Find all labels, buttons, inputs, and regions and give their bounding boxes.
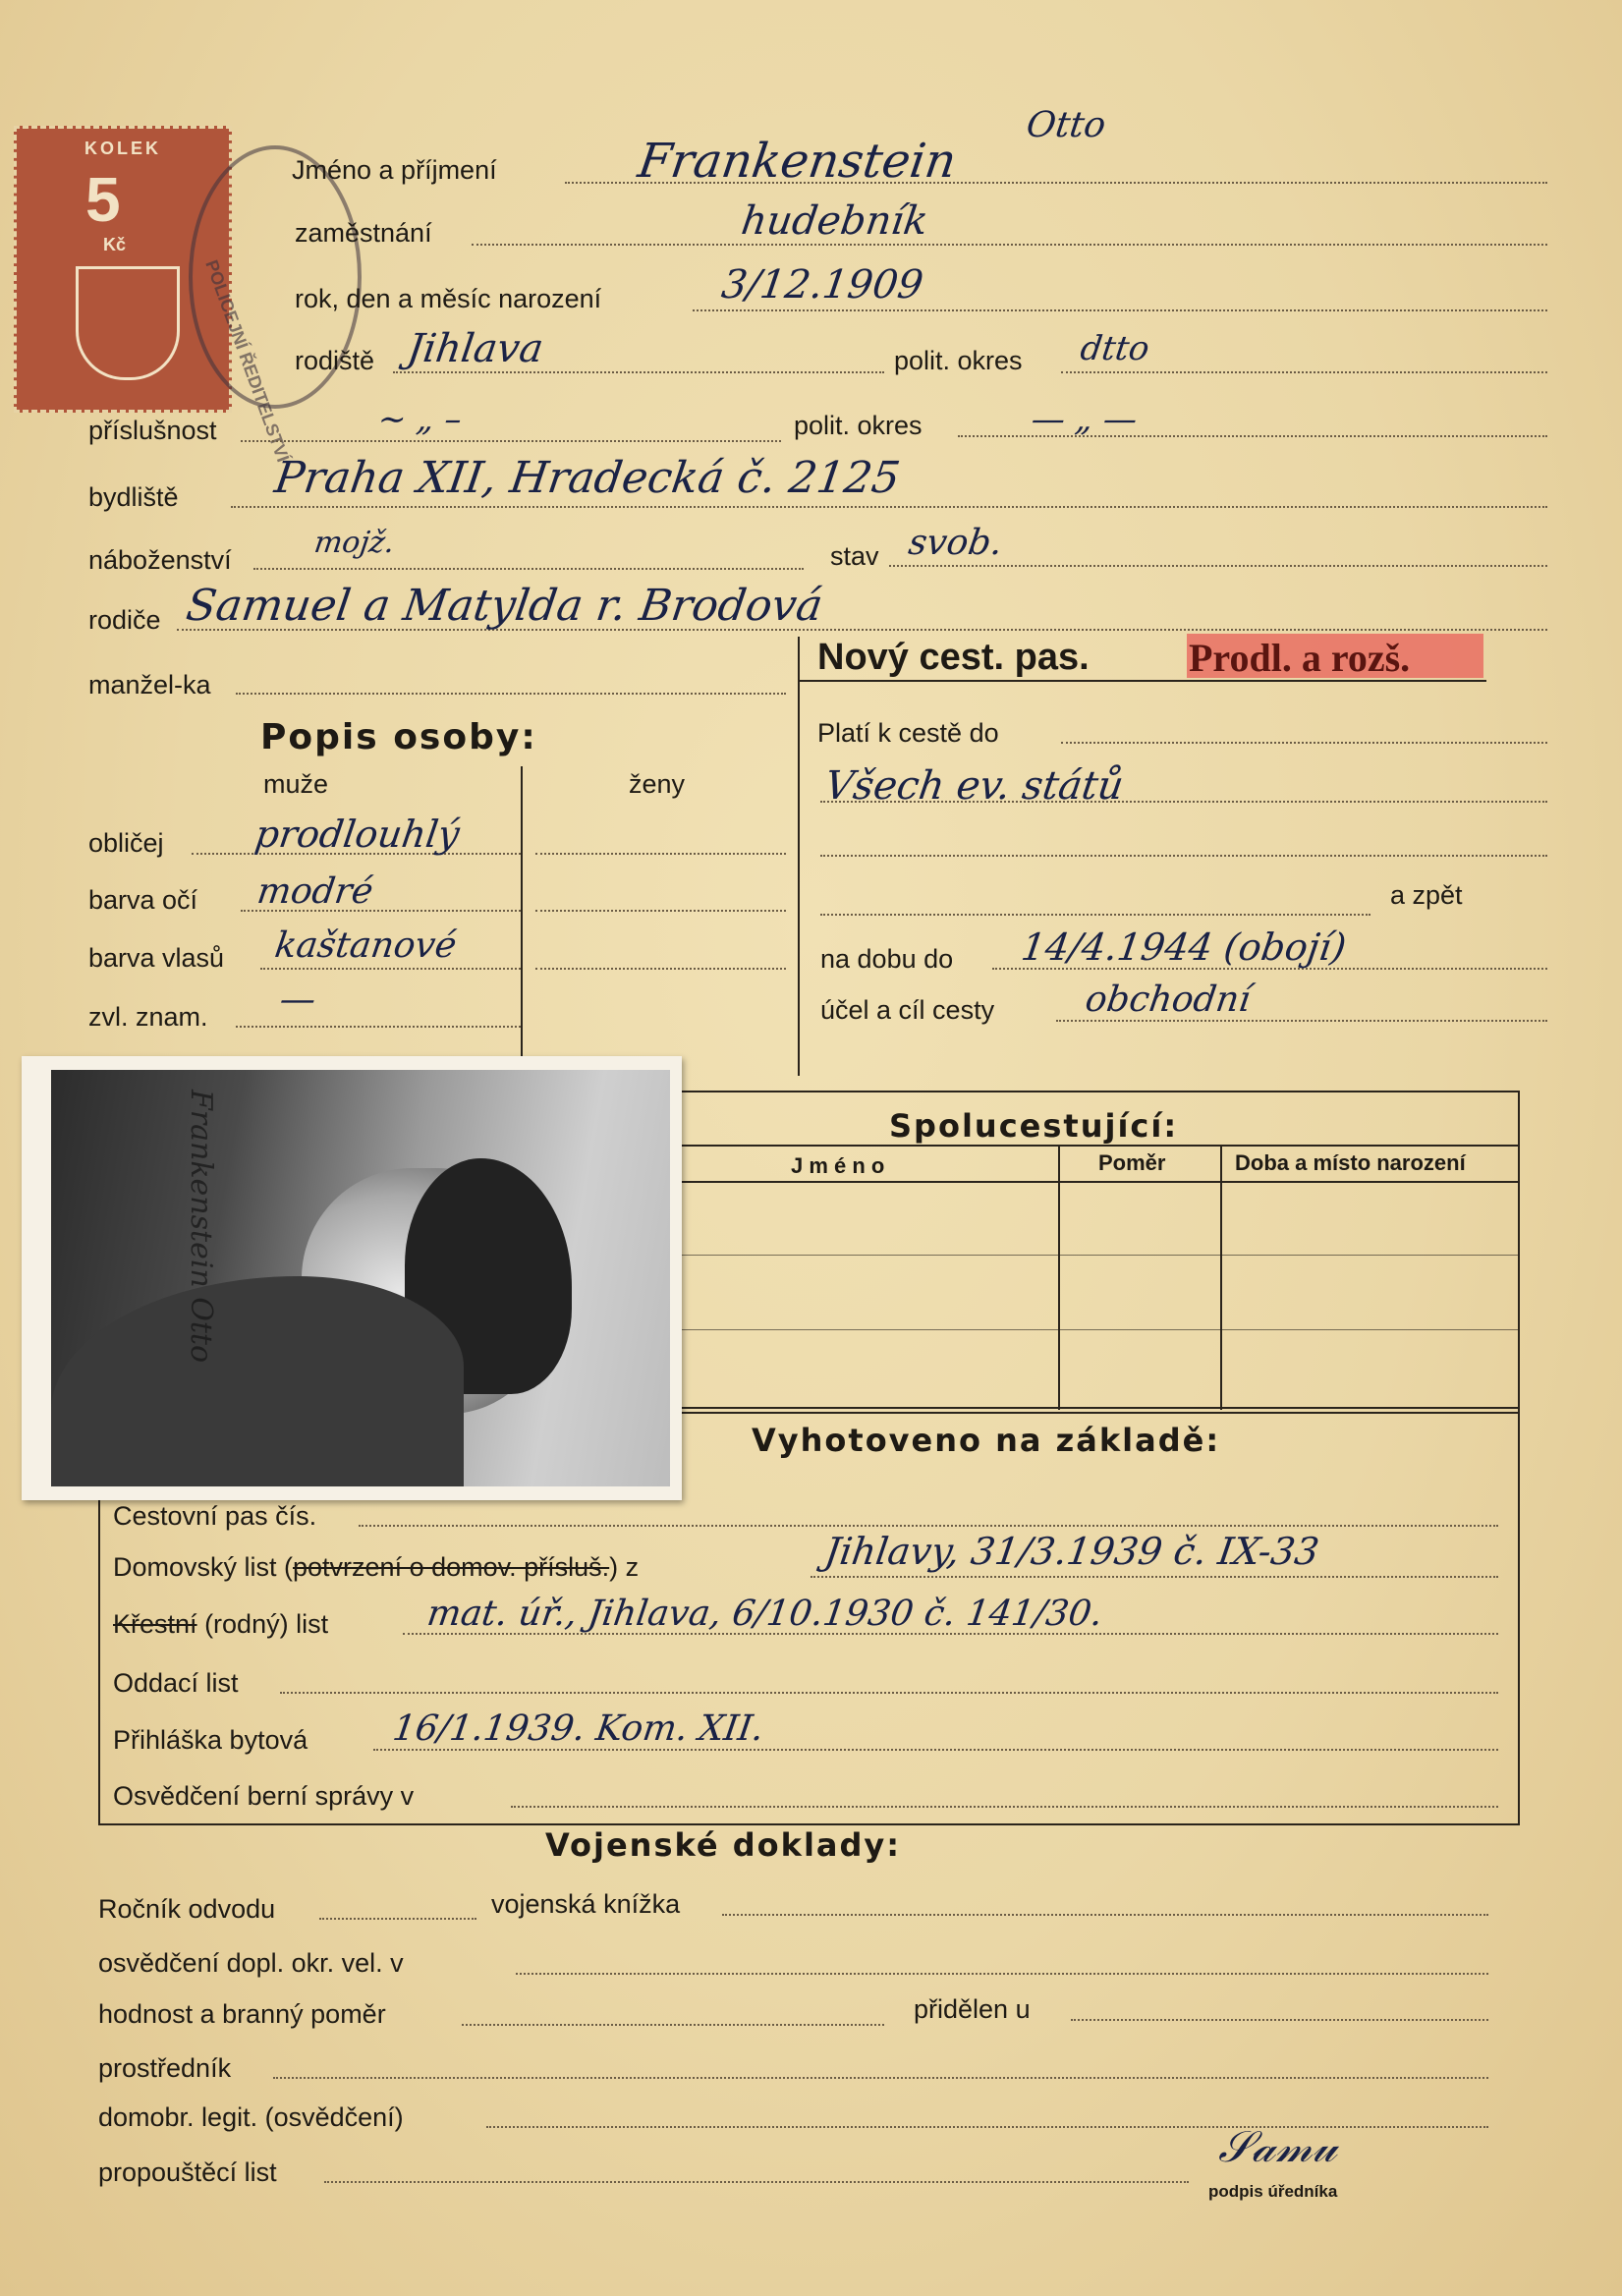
residence-value: Praha XII, Hradecká č. 2125 [271, 453, 904, 503]
companions-col-name: J m é n o [791, 1153, 885, 1178]
companions-header-top [634, 1145, 1518, 1147]
purpose-value: obchodní [1083, 980, 1254, 1020]
eyes-label: barva očí [88, 885, 198, 915]
occupation-value: hudebník [738, 198, 931, 244]
eyes-value: modré [254, 871, 376, 912]
military-year-label: Ročník odvodu [98, 1894, 276, 1924]
return-label: a zpět [1390, 880, 1463, 910]
hair-line-female [535, 968, 786, 970]
hair-line [260, 968, 521, 970]
description-heading: Popis osoby: [260, 717, 537, 757]
military-assigned-label: přidělen u [914, 1994, 1031, 2024]
tax-line [511, 1806, 1498, 1808]
birth-cert-label-struck: Křestní [113, 1609, 197, 1639]
purpose-label: účel a cíl cesty [820, 995, 995, 1025]
basis-heading: Vyhotoveno na základě: [752, 1422, 1221, 1459]
nationality-line [241, 440, 781, 442]
marks-line [236, 1026, 521, 1028]
status-value: svob. [906, 523, 1005, 563]
parents-value: Samuel a Matylda r. Brodová [183, 581, 826, 631]
district-label: polit. okres [894, 346, 1023, 375]
signature-label: podpis úředníka [1208, 2182, 1338, 2201]
companions-row-2 [634, 1329, 1518, 1330]
name-value: Frankenstein [635, 134, 960, 189]
passport-number-label: Cestovní pas čís. [113, 1501, 317, 1531]
military-discharge-label: propouštěcí list [98, 2157, 277, 2187]
birthplace-line [393, 371, 884, 373]
valid-line [1061, 742, 1547, 744]
district2-value: — „ — [1029, 400, 1141, 439]
return-line [820, 914, 1370, 916]
domicile-line [811, 1576, 1498, 1578]
military-book-label: vojenská knížka [491, 1889, 681, 1919]
companions-row-1 [634, 1255, 1518, 1256]
purpose-line [1056, 1020, 1547, 1022]
residence-line [231, 506, 1547, 508]
description-divider [521, 766, 523, 1061]
companions-col-sep-1 [1058, 1145, 1060, 1410]
religion-label: náboženství [88, 545, 232, 575]
military-assigned-line [1071, 2019, 1488, 2021]
military-intermediary-line [273, 2077, 1488, 2079]
marriage-line [280, 1692, 1498, 1694]
hair-label: barva vlasů [88, 943, 225, 973]
companions-col-birth: Doba a místo narození [1235, 1150, 1466, 1175]
nationality-label: příslušnost [88, 416, 217, 445]
military-heading: Vojenské doklady: [545, 1826, 902, 1864]
military-book-line [722, 1914, 1488, 1916]
companions-heading: Spolucestující: [889, 1107, 1179, 1145]
tax-label: Osvědčení berní správy v [113, 1781, 415, 1811]
registration-value: 16/1.1939. Kom. XII. [390, 1708, 766, 1749]
status-label: stav [830, 541, 879, 571]
occupation-line [472, 244, 1547, 246]
marriage-label: Oddací list [113, 1668, 239, 1698]
companions-col-relation: Poměr [1098, 1150, 1166, 1175]
spouse-label: manžel-ka [88, 670, 211, 700]
military-year-line [319, 1918, 476, 1920]
district2-label: polit. okres [794, 411, 923, 440]
face-label: obličej [88, 828, 164, 858]
domicile-label-b: ) z [609, 1552, 640, 1582]
birth-label: rok, den a měsíc narození [295, 284, 602, 313]
religion-value: mojž. [311, 526, 397, 560]
photo-image [51, 1070, 670, 1486]
hair-value: kaštanové [272, 925, 460, 966]
face-value: prodlouhlý [252, 812, 463, 856]
birth-cert-value: mat. úř., Jihlava, 6/10.1930 č. 141/30. [424, 1594, 1105, 1634]
first-name-value: Otto [1024, 105, 1109, 145]
status-line [889, 565, 1547, 567]
religion-line [253, 568, 804, 570]
military-legit-label: domobr. legit. (osvědčení) [98, 2102, 404, 2132]
official-signature: 𝒮𝒶𝓂𝓊 [1218, 2122, 1337, 2172]
domicile-value: Jihlavy, 31/3.1939 č. IX-33 [821, 1530, 1322, 1573]
military-rank-line [462, 2024, 884, 2026]
photo-caption: Frankenstein Otto [184, 1090, 218, 1364]
photograph [22, 1056, 682, 1500]
birth-cert-label [113, 1611, 328, 1638]
police-seal-text: POLICEJNÍ ŘEDITELSTVÍ [201, 257, 294, 465]
district-line [1061, 371, 1547, 373]
residence-label: bydliště [88, 482, 179, 512]
military-cert-label: osvědčení dopl. okr. vel. v [98, 1948, 404, 1978]
photo-shoulders [51, 1276, 464, 1486]
period-label: na dobu do [820, 944, 954, 974]
valid-line-2 [820, 801, 1547, 803]
district-value: dtto [1078, 329, 1152, 368]
marks-label: zvl. znam. [88, 1002, 208, 1032]
birth-cert-label-text: (rodný) list [204, 1609, 329, 1639]
period-value: 14/4.1944 (obojí) [1018, 925, 1349, 969]
companions-header-bottom [634, 1181, 1518, 1183]
nationality-value: ~ „ – [375, 400, 465, 439]
registration-label: Přihláška bytová [113, 1725, 308, 1755]
companions-col-sep-2 [1220, 1145, 1222, 1410]
vertical-divider [798, 637, 800, 1076]
military-discharge-line [324, 2181, 1189, 2183]
male-label: muže [263, 769, 329, 799]
occupation-label: zaměstnání [295, 218, 432, 248]
eyes-line-female [535, 910, 786, 912]
military-intermediary-label: prostředník [98, 2053, 232, 2083]
coat-of-arms-icon [76, 266, 180, 380]
birth-line [693, 309, 1547, 311]
passport-title: Nový cest. pas. [817, 637, 1090, 678]
stamp-top-text: KOLEK [84, 139, 161, 158]
name-label: Jméno a příjmení [292, 155, 497, 185]
passport-underline [799, 680, 1486, 682]
military-rank-label: hodnost a branný poměr [98, 1999, 386, 2029]
birthplace-label: rodiště [295, 346, 375, 375]
parents-label: rodiče [88, 605, 161, 635]
domicile-label [113, 1554, 639, 1581]
domicile-label-struck: potvrzení o domov. přísluš. [293, 1552, 610, 1582]
passport-extension: Prodl. a rozš. [1189, 636, 1411, 680]
stamp-value: 5 [85, 164, 121, 235]
face-line-female [535, 853, 786, 855]
domicile-label-a: Domovský list ( [113, 1552, 294, 1582]
registration-line [373, 1749, 1498, 1751]
spouse-line [236, 693, 786, 695]
valid-value: Všech ev. států [821, 763, 1127, 809]
stamp-currency: Kč [103, 235, 127, 254]
passport-number-line [359, 1525, 1498, 1527]
military-legit-line [486, 2126, 1488, 2128]
female-label: ženy [629, 769, 686, 799]
valid-label: Platí k cestě do [817, 718, 999, 748]
military-cert-line [516, 1973, 1488, 1975]
marks-value: — [277, 980, 318, 1020]
birth-value: 3/12.1909 [718, 262, 926, 308]
valid-line-3 [820, 855, 1547, 857]
birthplace-value: Jihlava [404, 326, 546, 371]
